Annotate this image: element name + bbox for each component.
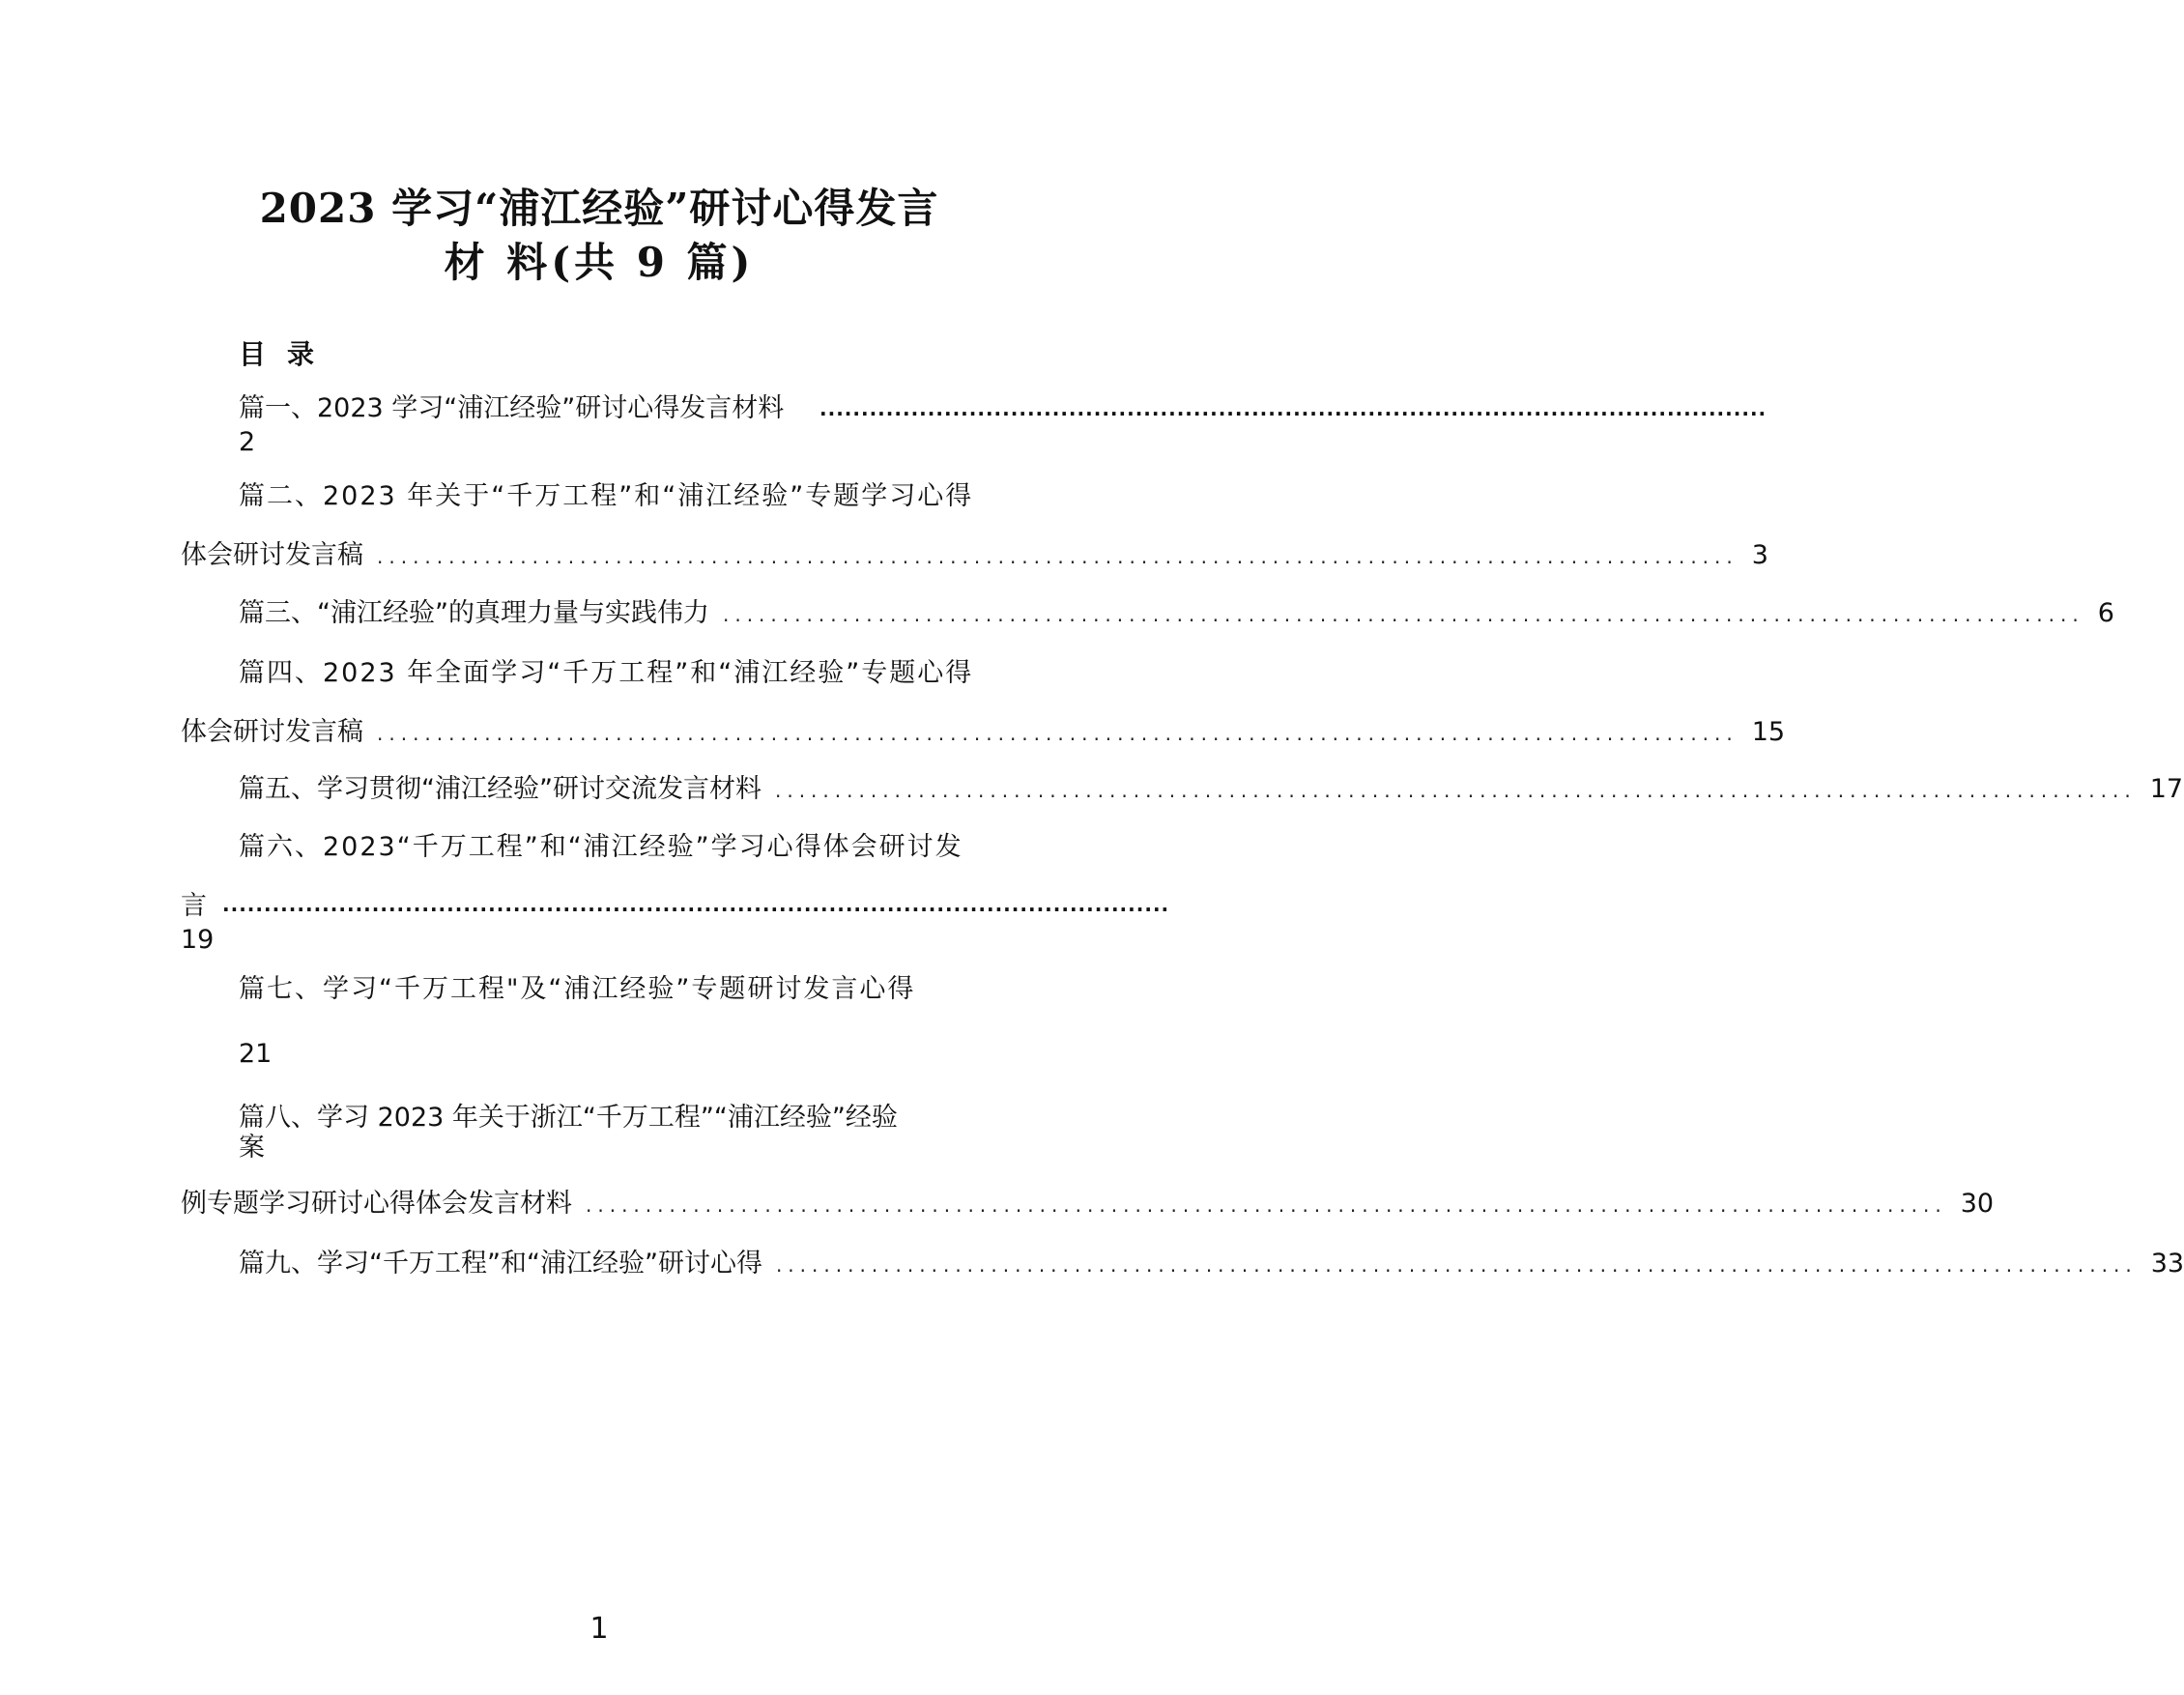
toc-entry-5-row[interactable]	[239, 772, 2184, 808]
toc-entry-3-page: 6	[2097, 598, 2114, 628]
toc-entry-6-line-2: 言	[181, 891, 207, 921]
toc-entry-9-row[interactable]	[239, 1247, 2184, 1282]
toc-entry-6-line-1[interactable]: 篇六、2023“千万工程”和“浦江经验”学习心得体会研讨发	[239, 832, 963, 862]
toc-entry-4-line-2: 体会研讨发言稿	[181, 717, 363, 747]
toc-entry-4-line-1[interactable]: 篇四、2023 年全面学习“千万工程”和“浦江经验”专题心得	[239, 658, 974, 688]
toc-entry-8-line-1[interactable]: 篇八、学习 2023 年关于浙江“千万工程”“浦江经验”经验	[239, 1103, 898, 1133]
toc-entry-5-leader: ..................................................................................................................	[774, 779, 2137, 802]
toc-entry-6-leader: ..................................................................................................................	[222, 893, 1170, 916]
toc-entry-8-line-1b: 案	[239, 1133, 265, 1163]
toc-entry-8-line-2: 例专题学习研讨心得体会发言材料	[181, 1189, 572, 1219]
toc-entry-5-text: 篇五、学习贯彻“浦江经验”研讨交流发言材料	[239, 774, 762, 804]
toc-entry-8-leader: ..................................................................................................................	[586, 1193, 1947, 1217]
toc-entry-3-row[interactable]	[239, 596, 2114, 632]
page-number: 1	[589, 1612, 609, 1646]
toc-entry-1-text: 篇一、2023 学习“浦江经验”研讨心得发言材料	[239, 393, 785, 423]
toc-entry-2-line-2: 体会研讨发言稿	[181, 540, 363, 570]
toc-entry-5-page: 17	[2149, 774, 2184, 804]
toc-entry-3-text: 篇三、“浦江经验”的真理力量与实践伟力	[239, 598, 709, 628]
toc-entry-1-leader: ..................................................................................................................	[819, 397, 1767, 420]
toc-entry-9-leader: ..................................................................................................................	[775, 1253, 2138, 1277]
toc-entry-7-page: 21	[239, 1039, 273, 1069]
toc-entry-4-row[interactable]	[181, 715, 1786, 751]
toc-entry-2-leader: ..................................................................................................................	[377, 545, 1739, 568]
toc-entry-6-page: 19	[181, 925, 215, 955]
toc-entry-1-title[interactable]	[239, 391, 784, 426]
toc-entry-8-page: 30	[1960, 1189, 1995, 1219]
document-title-line-1: 2023 学习“浦江经验”研讨心得发言	[259, 185, 939, 232]
toc-heading: 目录	[239, 338, 336, 370]
toc-entry-9-text: 篇九、学习“千万工程”和“浦江经验”研讨心得	[239, 1249, 762, 1278]
toc-entry-2-page: 3	[1751, 540, 1768, 570]
toc-entry-9-page: 33	[2150, 1249, 2184, 1278]
toc-entry-4-page: 15	[1751, 717, 1786, 747]
toc-entry-8-row[interactable]	[181, 1187, 1995, 1222]
toc-entry-3-leader: ..................................................................................................................	[722, 603, 2084, 626]
toc-entry-1-page: 2	[239, 427, 256, 457]
toc-entry-7-text[interactable]: 篇七、学习“千万工程"及“浦江经验”专题研讨发言心得	[239, 974, 916, 1004]
toc-entry-4-leader: ..................................................................................................................	[377, 722, 1739, 745]
document-title-line-2: 材 料(共 9 篇)	[444, 239, 755, 286]
toc-entry-2-line-1[interactable]: 篇二、2023 年关于“千万工程”和“浦江经验”专题学习心得	[239, 481, 974, 511]
toc-entry-2-row[interactable]	[181, 538, 1768, 574]
